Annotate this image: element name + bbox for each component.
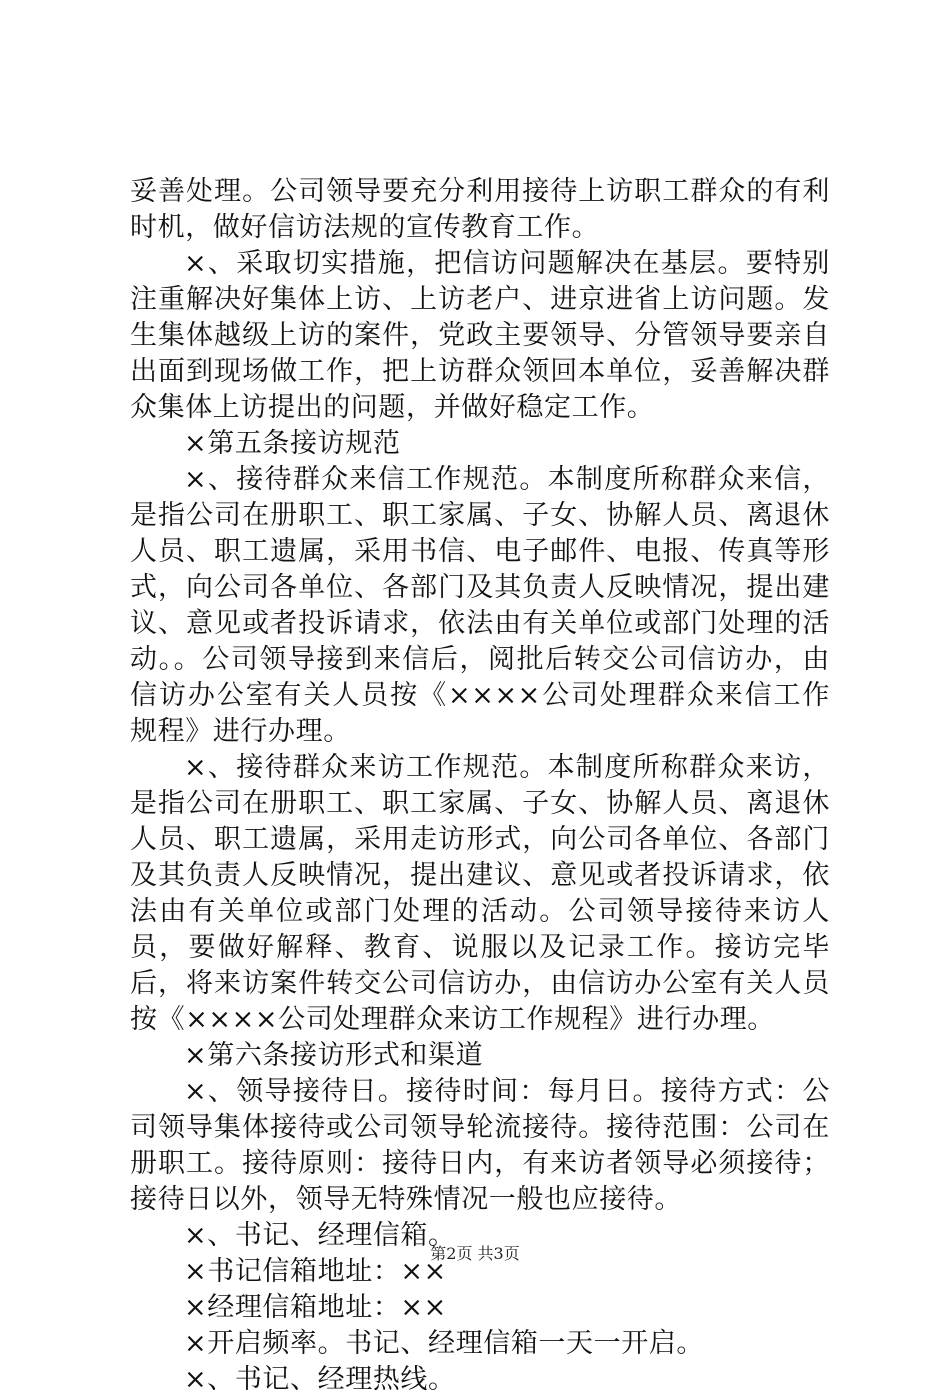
paragraph-visits-standard: ×、接待群众来访工作规范。本制度所称群众来访，是指公司在册职工、职工家属、子女、协解人员、离退休人员、职工遗属，采用走访形式，向公司各单位、各部门及其负责人反映情况，提出建议、意见或者投诉请求，依法由有关单位或部门处理的活动。公司领导接待来访人员，要做好解释、教育、说服以及记录工作。接访完毕后，将来访案件转交公司信访办，由信访办公室有关人员按《××××公司处理群众来访工作规程》进行办理。 xyxy=(130,752,830,1035)
paragraph-continuation: 妥善处理。公司领导要充分利用接待上访职工群众的有利时机，做好信访法规的宣传教育工作。 xyxy=(130,176,830,243)
paragraph-local-resolution: ×、采取切实措施，把信访问题解决在基层。要特别注重解决好集体上访、上访老户、进京进省上访问题。发生集体越级上访的案件，党政主要领导、分管领导要亲自出面到现场做工作，把上访群众领回本单位，妥善解决群众集体上访提出的问题，并做好稳定工作。 xyxy=(130,248,830,423)
paragraph-reception-day: ×、领导接待日。接待时间：每月日。接待方式：公司领导集体接待或公司领导轮流接待。接待范围：公司在册职工。接待原则：接待日内，有来访者领导必须接待；接待日以外，领导无特殊情况一般也应接待。 xyxy=(130,1076,830,1215)
paragraph-hotline: ×、书记、经理热线。 xyxy=(184,1364,456,1395)
paragraph-manager-mailbox: ×经理信箱地址：×× xyxy=(184,1292,447,1323)
paragraph-mailbox: ×、书记、经理信箱。 xyxy=(184,1220,456,1251)
document-body xyxy=(130,174,830,1398)
paragraph-secretary-mailbox: ×书记信箱地址：×× xyxy=(184,1256,447,1287)
paragraph-letters-standard: ×、接待群众来信工作规范。本制度所称群众来信，是指公司在册职工、职工家属、子女、协解人员、离退休人员、职工遗属，采用书信、电子邮件、电报、传真等形式，向公司各单位、各部门及其负责人反映情况，提出建议、意见或者投诉请求，依法由有关单位或部门处理的活动。。公司领导接到来信后，阅批后转交公司信访办，由信访办公室有关人员按《××××公司处理群众来信工作规程》进行办理。 xyxy=(130,464,830,747)
section-heading-article-6: ×第六条接访形式和渠道 xyxy=(184,1040,484,1071)
page-number-footer: 第2页 共3页 xyxy=(430,1244,520,1263)
paragraph-open-frequency: ×开启频率。书记、经理信箱一天一开启。 xyxy=(184,1328,705,1359)
section-heading-article-5: ×第五条接访规范 xyxy=(184,428,401,459)
